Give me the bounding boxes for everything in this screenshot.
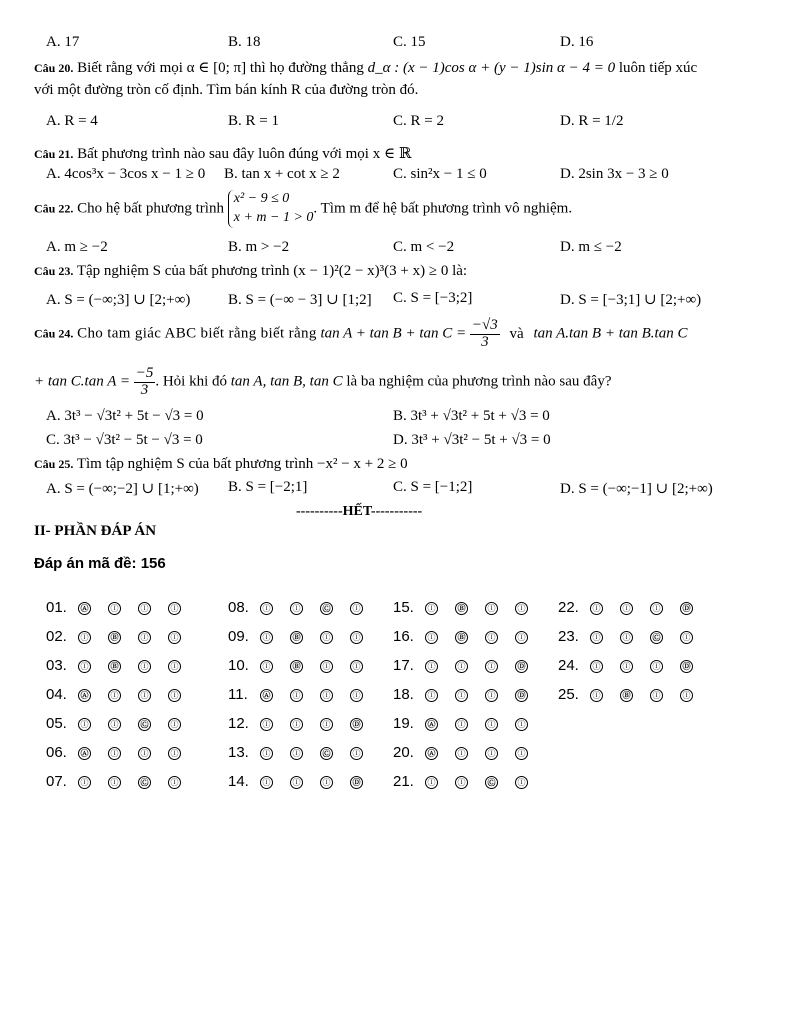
answer-bubble: Ⓘ — [515, 747, 528, 760]
answer-question-number: 03. — [46, 657, 67, 674]
answer-question-number: 25. — [558, 686, 579, 703]
q20-option-a: A. R = 4 — [46, 113, 98, 129]
answer-row — [558, 657, 710, 679]
q24-eq1-fraction — [470, 318, 500, 351]
q20-number: Câu 20. — [34, 61, 74, 75]
answer-bubble: Ⓘ — [138, 602, 151, 615]
q19-option-b: B. 18 — [228, 34, 261, 50]
answer-question-number: 10. — [228, 657, 249, 674]
q21-line1 — [34, 144, 411, 163]
answer-bubble: Ⓘ — [425, 660, 438, 673]
answer-question-number: 15. — [393, 599, 414, 616]
end-marker: ----------HẾT----------- — [296, 504, 423, 519]
answer-bubble: Ⓘ — [455, 747, 468, 760]
answer-bubble: Ⓘ — [168, 689, 181, 702]
q25-option-d: D. S = (−∞;−1] ∪ [2;+∞) — [560, 481, 713, 497]
answer-bubble: Ⓑ — [108, 631, 121, 644]
answer-bubble: Ⓘ — [425, 631, 438, 644]
q24-eq3-numerator: −5 — [135, 365, 154, 381]
answer-question-number: 20. — [393, 744, 414, 761]
answer-bubble: Ⓘ — [138, 689, 151, 702]
answer-question-number: 18. — [393, 686, 414, 703]
answer-bubble: Ⓓ — [350, 718, 363, 731]
answer-row — [228, 773, 380, 795]
q22-text2: . Tìm m để hệ bất phương trình vô nghiệm. — [313, 200, 573, 217]
q21-text: Bất phương trình nào sau đây luôn đúng với mọi x ∈ ℝ — [77, 146, 412, 162]
q25-option-b: B. S = [−2;1] — [228, 479, 308, 495]
answer-row — [228, 657, 380, 679]
q21-option-d: D. 2sin 3x − 3 ≥ 0 — [560, 166, 669, 182]
answer-bubble: Ⓘ — [485, 718, 498, 731]
answer-row — [46, 657, 198, 679]
answer-bubble: Ⓐ — [78, 747, 91, 760]
q20-option-c: C. R = 2 — [393, 113, 444, 129]
answer-bubble: Ⓘ — [290, 689, 303, 702]
answer-bubble: Ⓘ — [350, 747, 363, 760]
answer-bubble: Ⓓ — [515, 660, 528, 673]
answer-bubble: Ⓑ — [620, 689, 633, 702]
answer-bubble: Ⓘ — [350, 660, 363, 673]
answer-row — [393, 599, 545, 621]
answer-bubble: Ⓓ — [680, 602, 693, 615]
q22-number: Câu 22. — [34, 201, 74, 216]
answer-row — [393, 686, 545, 708]
answer-bubble: Ⓘ — [485, 660, 498, 673]
answer-question-number: 21. — [393, 773, 414, 790]
q24-text3: . Hỏi khi đó — [155, 373, 228, 390]
answer-bubble: Ⓘ — [168, 718, 181, 731]
answer-bubble: Ⓘ — [455, 776, 468, 789]
answer-bubble: Ⓘ — [320, 660, 333, 673]
q23-option-a: A. S = (−∞;3] ∪ [2;+∞) — [46, 292, 191, 308]
answer-bubble: Ⓘ — [425, 602, 438, 615]
answer-bubble: Ⓘ — [620, 660, 633, 673]
answer-bubble: Ⓘ — [455, 718, 468, 731]
q20-line-equation: d_α : (x − 1)cos α + (y − 1)sin α − 4 = 0 — [367, 60, 616, 76]
q24-text1: Cho tam giác ABC biết rằng biết rằng — [77, 325, 317, 342]
answer-row — [228, 686, 380, 708]
answer-bubble: Ⓘ — [260, 747, 273, 760]
answer-question-number: 09. — [228, 628, 249, 645]
answer-question-number: 16. — [393, 628, 414, 645]
answer-bubble: Ⓑ — [290, 660, 303, 673]
answer-bubble: Ⓘ — [168, 776, 181, 789]
answer-question-number: 13. — [228, 744, 249, 761]
answer-bubble: Ⓐ — [78, 689, 91, 702]
q24-eq1-numerator: −√3 — [471, 317, 498, 333]
q24-eq3: + tan C.tan A = — [34, 373, 130, 390]
answer-question-number: 02. — [46, 628, 67, 645]
q22-system-line2: x + m − 1 > 0 — [233, 209, 314, 225]
q22-system-line1: x² − 9 ≤ 0 — [233, 191, 290, 206]
answer-bubble: Ⓒ — [138, 718, 151, 731]
q22-text1: Cho hệ bất phương trình — [77, 200, 224, 217]
q25-line1 — [34, 456, 408, 473]
answer-bubble: Ⓘ — [260, 660, 273, 673]
answer-row — [46, 715, 198, 737]
answer-bubble: Ⓐ — [425, 718, 438, 731]
answer-row — [393, 773, 545, 795]
answer-bubble: Ⓘ — [425, 689, 438, 702]
answer-row — [558, 599, 710, 621]
q19-option-a: A. 17 — [46, 34, 80, 50]
answer-bubble: Ⓐ — [425, 747, 438, 760]
answer-bubble: Ⓘ — [108, 718, 121, 731]
q24-option-c: C. 3t³ − √3t² − 5t − √3 = 0 — [46, 432, 203, 448]
q24-text2: và — [509, 325, 524, 342]
answer-row — [46, 773, 198, 795]
answer-row — [393, 715, 545, 737]
answer-bubble: Ⓘ — [650, 602, 663, 615]
answer-question-number: 07. — [46, 773, 67, 790]
q22-system — [228, 190, 314, 228]
q22-option-a: A. m ≥ −2 — [46, 239, 108, 255]
answer-bubble: Ⓘ — [590, 660, 603, 673]
answer-question-number: 04. — [46, 686, 67, 703]
answer-row — [228, 744, 380, 766]
answer-bubble: Ⓘ — [650, 689, 663, 702]
answer-bubble: Ⓘ — [485, 602, 498, 615]
q24-line2 — [34, 366, 611, 399]
q21-option-a: A. 4cos³x − 3cos x − 1 ≥ 0 — [46, 166, 206, 182]
answer-bubble: Ⓘ — [168, 631, 181, 644]
answer-bubble: Ⓘ — [455, 660, 468, 673]
answer-bubble: Ⓘ — [620, 631, 633, 644]
answer-row — [46, 744, 198, 766]
answer-question-number: 08. — [228, 599, 249, 616]
answer-bubble: Ⓒ — [485, 776, 498, 789]
answer-bubble: Ⓘ — [485, 689, 498, 702]
answer-bubble: Ⓘ — [485, 631, 498, 644]
answer-bubble: Ⓘ — [590, 631, 603, 644]
section-title: II- PHẦN ĐÁP ÁN — [34, 523, 157, 539]
answer-bubble: Ⓘ — [350, 631, 363, 644]
q24-text4: là ba nghiệm của phương trình nào sau đây? — [346, 373, 612, 390]
q20-option-d: D. R = 1/2 — [560, 113, 624, 129]
answer-bubble: Ⓘ — [78, 776, 91, 789]
answer-bubble: Ⓘ — [138, 631, 151, 644]
answer-bubble: Ⓘ — [78, 631, 91, 644]
q22-line1 — [34, 190, 572, 228]
answer-bubble: Ⓓ — [680, 660, 693, 673]
answer-question-number: 23. — [558, 628, 579, 645]
answer-row — [393, 628, 545, 650]
q21-option-c: C. sin²x − 1 ≤ 0 — [393, 166, 487, 182]
q24-line1 — [34, 318, 687, 351]
q25-number: Câu 25. — [34, 457, 74, 471]
answer-bubble: Ⓘ — [168, 660, 181, 673]
answer-question-number: 14. — [228, 773, 249, 790]
answer-bubble: Ⓘ — [455, 689, 468, 702]
q22-option-b: B. m > −2 — [228, 239, 290, 255]
answer-bubble: Ⓒ — [650, 631, 663, 644]
answer-bubble: Ⓘ — [78, 718, 91, 731]
answer-bubble: Ⓘ — [350, 689, 363, 702]
answer-row — [558, 686, 710, 708]
q24-option-a: A. 3t³ − √3t² + 5t − √3 = 0 — [46, 408, 204, 424]
answer-bubble: Ⓘ — [620, 602, 633, 615]
answer-bubble: Ⓘ — [320, 776, 333, 789]
q23-option-b: B. S = (−∞ − 3] ∪ [1;2] — [228, 292, 372, 308]
q24-eq2: tan A.tan B + tan B.tan C — [533, 325, 688, 342]
q23-option-d: D. S = [−3;1] ∪ [2;+∞) — [560, 292, 702, 308]
answer-bubble: Ⓘ — [485, 747, 498, 760]
answer-bubble: Ⓘ — [138, 747, 151, 760]
answer-bubble: Ⓘ — [108, 689, 121, 702]
q24-eq3-fraction — [134, 366, 156, 399]
q20-text2: luôn tiếp xúc — [618, 60, 698, 76]
answer-question-number: 19. — [393, 715, 414, 732]
answer-row — [228, 628, 380, 650]
answer-bubble: Ⓘ — [260, 776, 273, 789]
answer-row — [46, 628, 198, 650]
q24-option-d: D. 3t³ + √3t² − 5t + √3 = 0 — [393, 432, 551, 448]
q21-number: Câu 21. — [34, 147, 74, 161]
answer-bubble: Ⓘ — [425, 776, 438, 789]
q24-eq4: tan A, tan B, tan C — [230, 373, 343, 390]
q20-line1 — [34, 58, 697, 77]
answer-bubble: Ⓘ — [320, 689, 333, 702]
q22-option-c: C. m < −2 — [393, 239, 455, 255]
q21-option-b: B. tan x + cot x ≥ 2 — [224, 166, 340, 182]
q23-option-c: C. S = [−3;2] — [393, 290, 473, 306]
answer-row — [228, 599, 380, 621]
answer-bubble: Ⓘ — [320, 718, 333, 731]
q23-line1 — [34, 263, 467, 280]
answer-question-number: 06. — [46, 744, 67, 761]
answer-question-number: 24. — [558, 657, 579, 674]
answer-bubble: Ⓘ — [350, 602, 363, 615]
q20-line2: với một đường tròn cố định. Tìm bán kính R của đường tròn đó. — [34, 82, 419, 98]
answer-bubble: Ⓘ — [290, 747, 303, 760]
answer-bubble: Ⓘ — [320, 631, 333, 644]
q19-option-d: D. 16 — [560, 34, 594, 50]
answer-bubble: Ⓘ — [680, 689, 693, 702]
answer-bubble: Ⓐ — [78, 602, 91, 615]
q24-eq1-denominator: 3 — [481, 333, 489, 350]
q25-text: Tìm tập nghiệm S của bất phương trình −x² − x + 2 ≥ 0 — [76, 456, 408, 472]
answer-bubble: Ⓘ — [590, 602, 603, 615]
answer-bubble: Ⓘ — [290, 718, 303, 731]
answer-bubble: Ⓓ — [350, 776, 363, 789]
answer-question-number: 12. — [228, 715, 249, 732]
answer-bubble: Ⓘ — [260, 631, 273, 644]
answer-bubble: Ⓒ — [138, 776, 151, 789]
q19-option-c: C. 15 — [393, 34, 426, 50]
answer-bubble: Ⓘ — [650, 660, 663, 673]
answer-bubble: Ⓘ — [108, 602, 121, 615]
answer-bubble: Ⓘ — [168, 747, 181, 760]
answer-bubble: Ⓘ — [515, 776, 528, 789]
answer-bubble: Ⓑ — [290, 631, 303, 644]
answer-bubble: Ⓘ — [290, 776, 303, 789]
answer-bubble: Ⓘ — [138, 660, 151, 673]
answer-row — [46, 599, 198, 621]
answer-question-number: 01. — [46, 599, 67, 616]
answer-question-number: 05. — [46, 715, 67, 732]
answer-bubble: Ⓘ — [515, 602, 528, 615]
answer-bubble: Ⓘ — [168, 602, 181, 615]
answer-bubble: Ⓘ — [78, 660, 91, 673]
q24-eq3-denominator: 3 — [140, 381, 149, 398]
answer-code-title: Đáp án mã đề: 156 — [34, 555, 166, 572]
answer-bubble: Ⓘ — [515, 718, 528, 731]
answer-row — [393, 657, 545, 679]
answer-bubble: Ⓘ — [108, 776, 121, 789]
answer-bubble: Ⓒ — [320, 747, 333, 760]
answer-row — [393, 744, 545, 766]
answer-bubble: Ⓘ — [515, 631, 528, 644]
q24-option-b: B. 3t³ + √3t² + 5t + √3 = 0 — [393, 408, 550, 424]
answer-bubble: Ⓘ — [260, 602, 273, 615]
q20-text1: Biết rằng với mọi α ∈ [0; π] thì họ đường thẳng — [77, 60, 364, 76]
answer-bubble: Ⓘ — [108, 747, 121, 760]
q24-eq1: tan A + tan B + tan C = — [320, 325, 467, 342]
q22-option-d: D. m ≤ −2 — [560, 239, 622, 255]
q23-number: Câu 23. — [34, 264, 74, 278]
q25-option-c: C. S = [−1;2] — [393, 479, 473, 495]
answer-bubble: Ⓑ — [455, 631, 468, 644]
answer-bubble: Ⓘ — [290, 602, 303, 615]
answer-row — [558, 628, 710, 650]
answer-bubble: Ⓘ — [680, 631, 693, 644]
answer-bubble: Ⓘ — [590, 689, 603, 702]
answer-bubble: Ⓐ — [260, 689, 273, 702]
answer-question-number: 22. — [558, 599, 579, 616]
answer-question-number: 17. — [393, 657, 414, 674]
answer-row — [228, 715, 380, 737]
answer-bubble: Ⓑ — [455, 602, 468, 615]
q23-text: Tập nghiệm S của bất phương trình (x − 1)²(2 − x)³(3 + x) ≥ 0 là: — [76, 263, 468, 279]
q25-option-a: A. S = (−∞;−2] ∪ [1;+∞) — [46, 481, 199, 497]
q24-number: Câu 24. — [34, 326, 74, 341]
answer-question-number: 11. — [228, 686, 248, 703]
q20-option-b: B. R = 1 — [228, 113, 279, 129]
answer-bubble: Ⓑ — [108, 660, 121, 673]
answer-bubble: Ⓓ — [515, 689, 528, 702]
answer-bubble: Ⓘ — [260, 718, 273, 731]
answer-row — [46, 686, 198, 708]
answer-bubble: Ⓒ — [320, 602, 333, 615]
